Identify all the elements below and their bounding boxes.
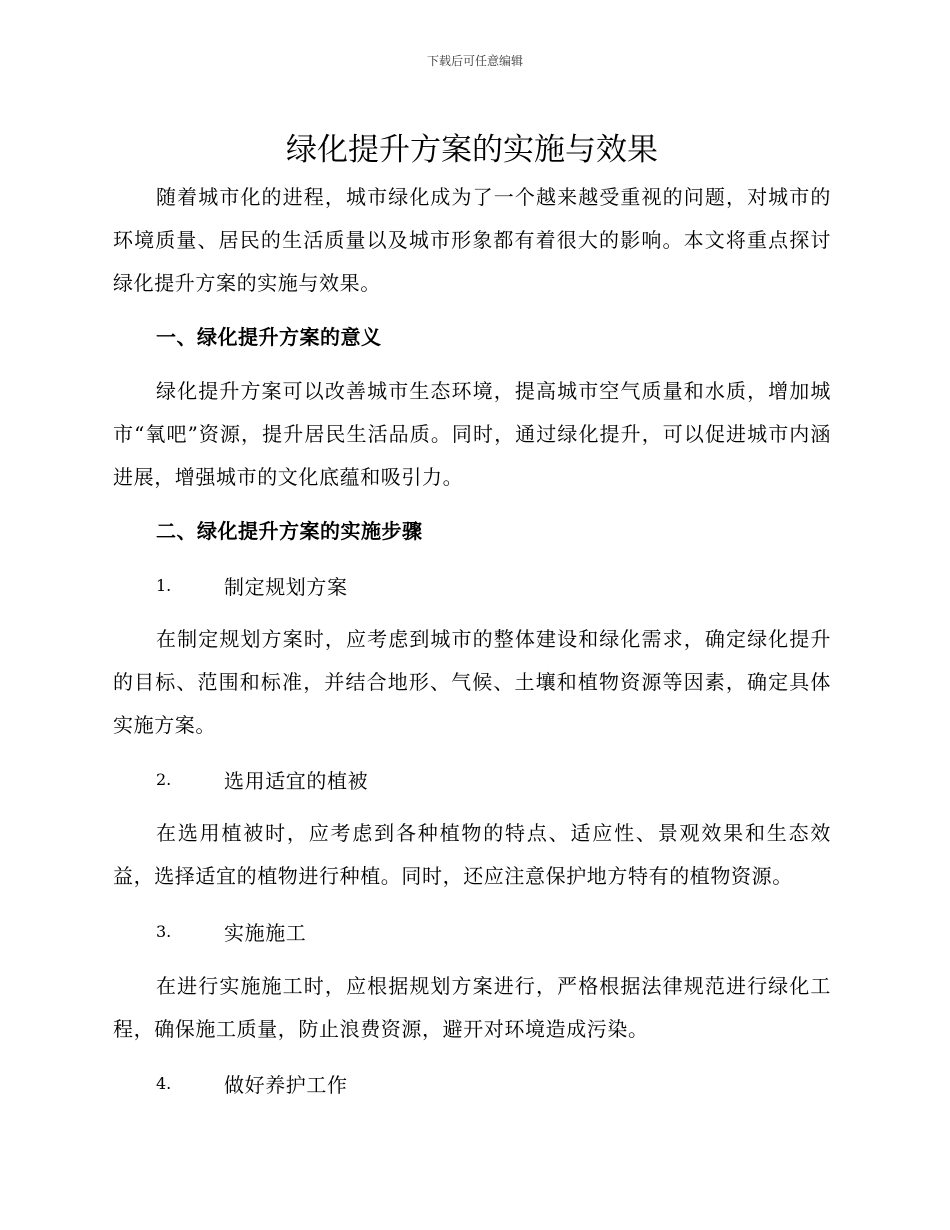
- step-1-number: 1.: [156, 576, 172, 595]
- step-1: [156, 564, 348, 607]
- document-title: 绿化提升方案的实施与效果: [286, 132, 658, 168]
- section-2-heading: 二、绿化提升方案的实施步骤: [156, 519, 423, 543]
- intro-paragraph: 随着城市化的进程，城市绿化成为了一个越来越受重视的问题，对城市的环境质量、居民的生活质量以及城市形象都有着很大的影响。本文将重点探讨绿化提升方案的实施与效果。: [113, 185, 831, 295]
- step-3: [156, 910, 306, 953]
- section-1-heading: 一、绿化提升方案的意义: [156, 325, 382, 349]
- step-3-paragraph: 在进行实施施工时，应根据规划方案进行，严格根据法律规范进行绿化工程，确保施工质量，防止浪费资源，避开对环境造成污染。: [113, 974, 831, 1041]
- step-2-number: 2.: [156, 770, 172, 789]
- step-4-label: 做好养护工作: [224, 1073, 348, 1097]
- step-2-paragraph: 在选用植被时，应考虑到各种植物的特点、适应性、景观效果和生态效益，选择适宜的植物进行种植。同时，还应注意保护地方特有的植物资源。: [113, 821, 831, 888]
- section-1-paragraph: 绿化提升方案可以改善城市生态环境，提高城市空气质量和水质，增加城市“氧吧”资源，提升居民生活品质。同时，通过绿化提升，可以促进城市内涵进展，增强城市的文化底蕴和吸引力。: [113, 379, 831, 489]
- step-3-label: 实施施工: [224, 921, 307, 945]
- step-2-label: 选用适宜的植被: [224, 769, 369, 793]
- header-note: 下载后可任意编辑: [426, 54, 523, 68]
- step-2: [156, 758, 368, 801]
- step-1-label: 制定规划方案: [224, 575, 348, 599]
- step-4-number: 4.: [156, 1074, 172, 1093]
- step-3-number: 3.: [156, 922, 172, 941]
- step-4: [156, 1062, 348, 1105]
- step-1-paragraph: 在制定规划方案时，应考虑到城市的整体建设和绿化需求，确定绿化提升的目标、范围和标准，并结合地形、气候、土壤和植物资源等因素，确定具体实施方案。: [113, 627, 831, 737]
